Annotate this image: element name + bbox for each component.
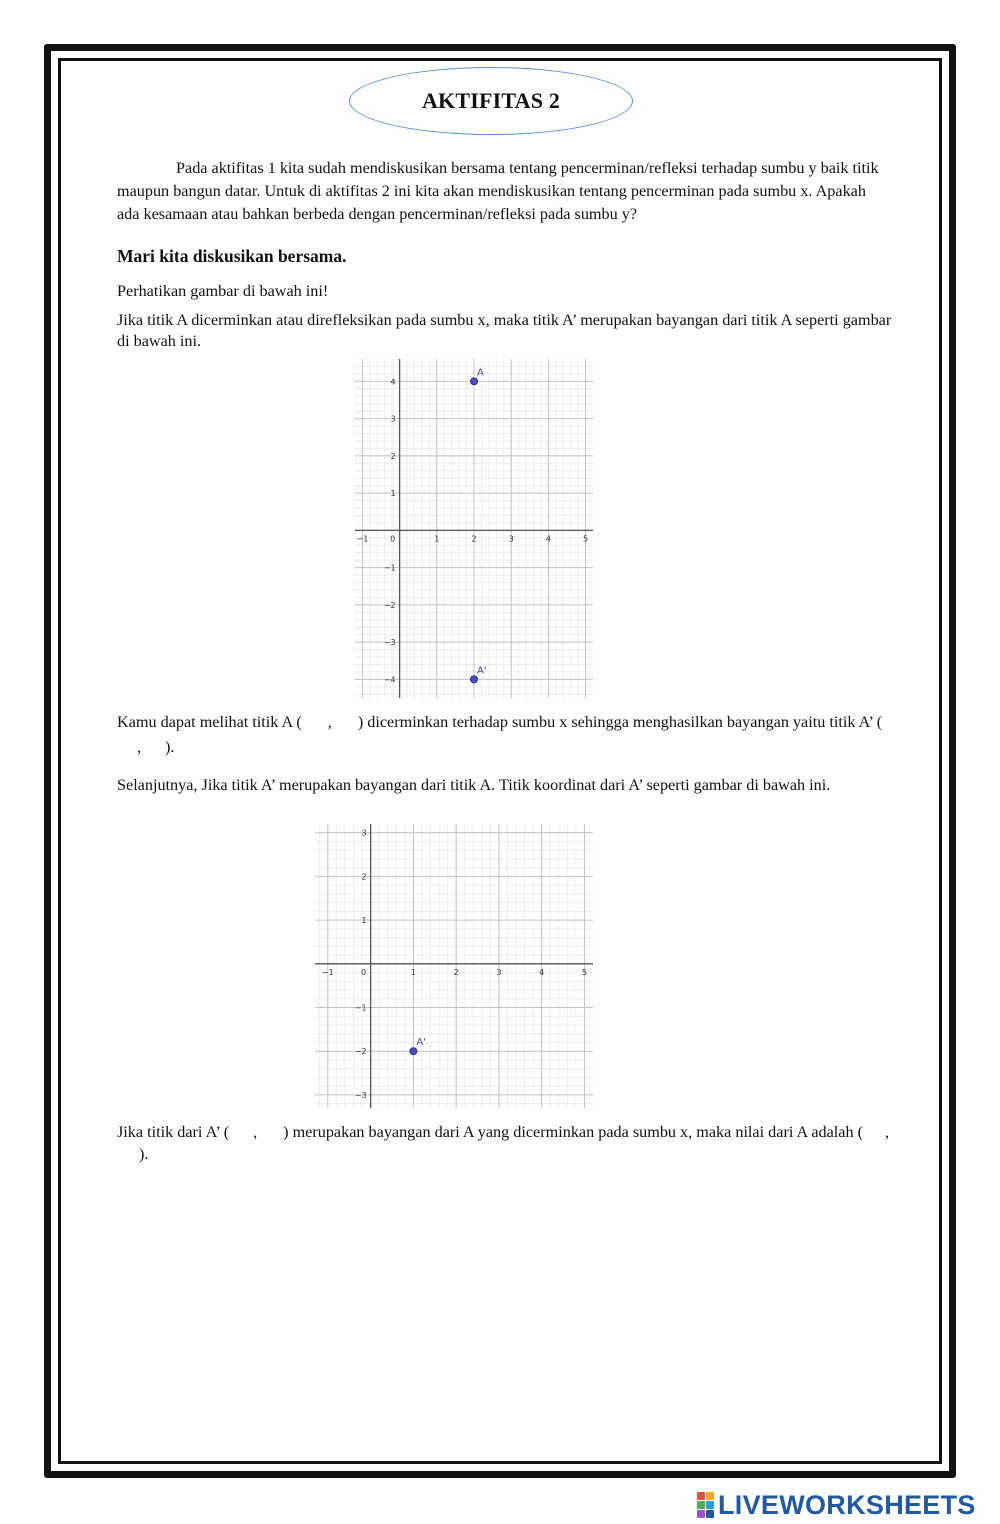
title-oval <box>349 67 633 135</box>
intro-paragraph: Pada aktifitas 1 kita sudah mendiskusikan bersama tentang pencerminan/refleksi terhadap sumbu y baik titik maupun bangun datar. Untuk di aktifitas 2 ini kita akan mendiskusikan tentang pencerminan pada sumbu x. Apakah ada kesamaan atau bahkan berbeda dengan pencerminan/refleksi pada sumbu y? <box>117 159 879 223</box>
question-1-comma-b: , <box>137 738 142 756</box>
question-1 <box>117 710 892 760</box>
question-1-text-b: ) dicerminkan terhadap sumbu x sehingga menghasilkan bayangan yaitu titik A’ ( <box>357 713 883 731</box>
x-tick-label: 0 <box>361 967 367 977</box>
question-2-comma-a: , <box>253 1123 258 1141</box>
question-1-text-c: ). <box>165 738 175 756</box>
y-tick-label: 3 <box>361 828 367 838</box>
instruction-text: Perhatikan gambar di bawah ini! <box>117 282 329 300</box>
plot-background <box>315 824 593 1108</box>
next-paragraph: Selanjutnya, Jika titik A’ merupakan bayangan dari titik A. Titik koordinat dari A’ seperti gambar di bawah ini. <box>117 776 831 794</box>
y-tick-label: −2 <box>354 1047 367 1057</box>
logo-square-1 <box>706 1492 714 1500</box>
x-tick-label: 2 <box>453 967 459 977</box>
liveworksheets-logo <box>697 1490 976 1520</box>
x-tick-label: 4 <box>539 967 545 977</box>
y-tick-label: −3 <box>383 638 396 648</box>
point-label: A' <box>477 665 487 677</box>
x-tick-label: 5 <box>581 967 587 977</box>
question-1-text-a: Kamu dapat melihat titik A ( <box>117 713 302 731</box>
page-border-inner <box>58 58 942 1464</box>
data-point <box>470 378 477 385</box>
x-tick-label: −1 <box>321 967 334 977</box>
question-2-text-c: ). <box>139 1145 149 1163</box>
coordinate-graph-2 <box>315 824 593 1108</box>
logo-square-5 <box>706 1510 714 1518</box>
question-2-text-b: ) merupakan bayangan dari A yang dicerminkan pada sumbu x, maka nilai dari A adalah ( <box>283 1123 864 1141</box>
x-tick-label: −1 <box>356 534 369 544</box>
logo-square-2 <box>697 1501 705 1509</box>
question-2-comma-b: , <box>885 1123 890 1141</box>
y-tick-label: −4 <box>383 675 396 685</box>
y-tick-label: 2 <box>361 872 367 882</box>
logo-square-4 <box>697 1510 705 1518</box>
point-label: A <box>477 367 484 379</box>
y-tick-label: 1 <box>390 489 396 499</box>
x-tick-label: 0 <box>390 534 396 544</box>
logo-text: LIVEWORKSHEETS <box>718 1489 976 1520</box>
point-label: A' <box>416 1037 426 1049</box>
y-tick-label: 3 <box>390 414 396 424</box>
y-tick-label: −1 <box>383 563 396 573</box>
x-tick-label: 3 <box>508 534 514 544</box>
x-tick-label: 5 <box>583 534 589 544</box>
question-1-comma-a: , <box>327 713 332 731</box>
section-heading: Mari kita diskusikan bersama. <box>117 246 347 266</box>
y-tick-label: −3 <box>354 1090 367 1100</box>
data-point <box>410 1048 417 1055</box>
y-tick-label: 4 <box>390 377 396 387</box>
y-tick-label: 2 <box>390 451 396 461</box>
y-tick-label: −2 <box>383 600 396 610</box>
logo-square-3 <box>706 1501 714 1509</box>
data-point <box>470 676 477 683</box>
x-tick-label: 1 <box>410 967 416 977</box>
coordinate-graph-1 <box>355 359 593 698</box>
x-tick-label: 3 <box>496 967 502 977</box>
question-2-text-a: Jika titik dari A’ ( <box>117 1123 230 1141</box>
x-tick-label: 4 <box>545 534 551 544</box>
y-tick-label: −1 <box>354 1003 367 1013</box>
logo-square-0 <box>697 1492 705 1500</box>
question-2 <box>117 1121 892 1165</box>
x-tick-label: 1 <box>434 534 440 544</box>
x-tick-label: 2 <box>471 534 477 544</box>
logo-squares-icon <box>697 1492 714 1518</box>
y-tick-label: 1 <box>361 916 367 926</box>
page-title: AKTIFITAS 2 <box>421 88 561 113</box>
reflection-paragraph: Jika titik A dicerminkan atau direfleksikan pada sumbu x, maka titik A’ merupakan bayangan dari titik A seperti gambar di bawah ini. <box>117 311 892 350</box>
